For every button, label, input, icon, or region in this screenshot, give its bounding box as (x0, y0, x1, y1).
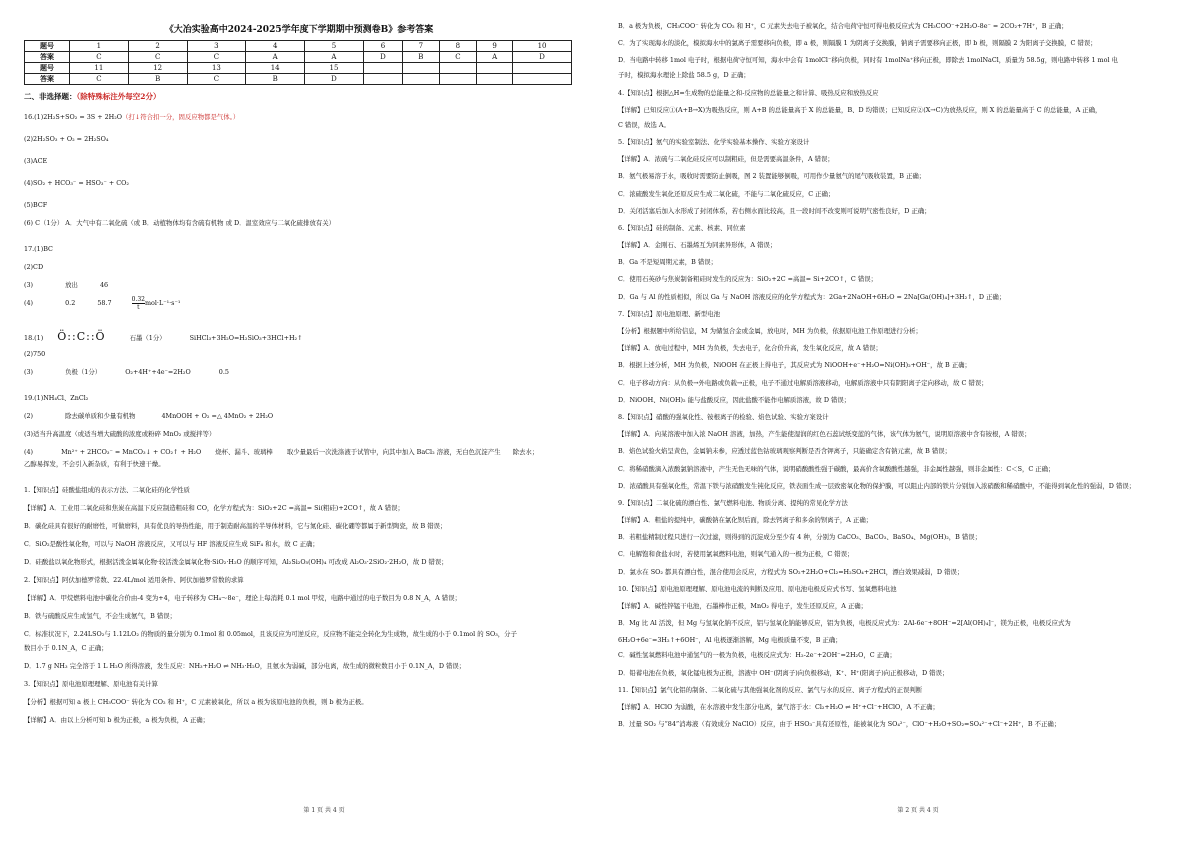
table-cell (439, 63, 477, 74)
table-header-cell: 题号 (25, 63, 70, 74)
explanation-line: D．浓硝酸具有强氧化性，常温下铁与浓硝酸发生钝化反应，铁表面生成一层致密氧化物的保护膜，可以阻止内部的铁片分别加入浓硝酸和稀硝酸中，不能得到氧化性的强弱，D 错误； (618, 481, 1136, 490)
answer-text: 除去碳单质和少量有机物 (65, 412, 136, 420)
answer-text: 46 (99, 281, 109, 289)
table-row (25, 63, 572, 74)
explanation-line: B．Ga 不是短周期元素，B 错误； (618, 258, 718, 267)
explanation-line: C．电解饱和食盐水时，若使用氯氧燃料电池，则氧气通入的一极为正极，C 错误； (618, 550, 854, 559)
explanation-line: 【详解】A．金刚石、石墨烯互为同素异形体，A 错误； (618, 241, 777, 250)
table-cell: C (187, 74, 246, 85)
answer-text: Mn²⁺ + 2HCO₃⁻ = MnCO₃↓ + CO₂↑ + H₂O (61, 448, 202, 456)
answer-line (24, 368, 574, 376)
answer-text: 负极（1分） (65, 368, 102, 376)
table-cell: D (305, 74, 364, 85)
answer-text: (3) (24, 281, 34, 289)
table-cell: A (246, 52, 305, 63)
section-note: （除特殊标注外每空2分） (76, 92, 161, 101)
table-cell: C (128, 52, 187, 63)
explanation-line: 2.【知识点】阿伏加德罗常数、22.4L/mol 适用条件、阿伏加德罗常数的求算 (24, 576, 244, 584)
fraction-denominator: t (137, 303, 140, 311)
answer-text: 16.(1)2H₂S+SO₂ = 3S + 2H₂O (24, 113, 123, 121)
explanation-line: 7.【知识点】原电池原理、新型电池 (618, 309, 720, 318)
answer-line (24, 329, 574, 346)
explanation-line: 3.【知识点】原电池原理理解、原电池有关计算 (24, 680, 158, 688)
answer-line: (5)BCF (24, 201, 48, 209)
answer-text: 0.2 (65, 299, 76, 307)
explanation-line: 【详解】A．碱性锌锰干电池，石墨棒作正极，MnO₂ 得电子，发生还原反应，A 正确； (618, 602, 868, 610)
explanation-line: B．过量 SO₂ 与“84”消毒液（有效成分 NaClO）反应，由于 HSO₃⁻具有还原性，能被氧化为 SO₄²⁻，ClO⁻+H₂O+SO₂=SO₄²⁻+Cl⁻+2H⁺，B 不正确； (618, 720, 1061, 729)
table-cell: 4 (246, 41, 305, 52)
explanation-line: C．SiO₂是酸性氧化物，可以与 NaOH 溶液反应，又可以与 HF 溶液反应生成 SiF₄ 和水，故 C 正确； (24, 540, 319, 548)
explanation-line: B．氨气极易溶于水，吸收时需要防止倒吸，图 2 装置能够倒吸，可用作少量氨气的尾气吸收装置，B 正确； (618, 172, 926, 181)
answer-line (24, 448, 574, 456)
explanation-line: 6H₂O+6e⁻=3H₂↑+6OH⁻，Al 电极逐渐溶解，Mg 电极质量不变，B 正确； (618, 636, 842, 645)
table-cell: B (246, 74, 305, 85)
explanation-line: 6.【知识点】硅的制备、元素、核素、同位素 (618, 223, 746, 232)
explanation-line: D．Ga 与 Al 的性质相似，所以 Ga 与 NaOH 溶液反应的化学方程式为：2Ga+2NaOH+6H₂O = 2Na[Ga(OH)₄]+3H₂↑，D 正确； (618, 292, 1006, 301)
answer-line: 19.(1)NH₄Cl、ZnCl₂ (24, 394, 89, 402)
table-cell (513, 74, 572, 85)
explanation-line: 【详解】A．工业用二氧化硅和焦炭在高温下反应制造粗硅和 CO，化学方程式为：SiO₂+2C =高温= Si(粗硅)+2CO↑，故 A 错误； (24, 504, 404, 512)
explanation-line: C．碱性氢氧燃料电池中通氢气的一极为负极，电极反应式为：H₂-2e⁻+2OH⁻=2H₂O，C 正确； (618, 651, 896, 660)
table-cell: 13 (187, 63, 246, 74)
explanation-line: 11.【知识点】氯气化铝的制备、二氧化硫与其他强氧化剂的反应、氯气与水的反应、离子方程式的正误判断 (618, 685, 923, 694)
explanation-line: 5.【知识点】氨气的实验室制法、化学实验基本操作、实验方案设计 (618, 137, 810, 146)
table-cell: 10 (513, 41, 572, 52)
table-cell: C (70, 74, 129, 85)
table-cell: C (70, 52, 129, 63)
answer-text: O₂+4H⁺+4e⁻=2H₂O (125, 368, 191, 376)
answer-text: 石墨（1分） (129, 334, 166, 342)
table-row (25, 74, 572, 85)
table-cell: D (363, 52, 402, 63)
answer-text: (3) (24, 368, 34, 376)
explanation-line: 子时，模拟海水理论上除盐 58.5 g，D 正确； (618, 71, 750, 80)
answer-line: (6) C（1分） A．大气中有二氧化硫（或 B．动植物体均有含硫有机物 或 D．温室效应与二氧化硫排放有关） (24, 219, 336, 227)
right-page (600, 0, 1200, 848)
table-cell: 3 (187, 41, 246, 52)
explanation-line: 【详解】A．由以上分析可知 b 极为正极，a 极为负极，A 正确； (24, 716, 210, 724)
table-cell: C (187, 52, 246, 63)
answer-line (24, 412, 574, 420)
explanation-line: C．电子移动方向：从负极→外电路或负载→正极，电子不通过电解质溶液移动，电解质溶液中只有阴阳离子定向移动，故 C 错误； (618, 378, 988, 387)
table-cell: 2 (128, 41, 187, 52)
explanation-line: B．焰色试验火焰呈黄色，金属钠未参，应透过蓝色钴玻璃观察判断是否含钾离子，只能确定含有钠元素，故 B 错误； (618, 447, 951, 456)
table-cell (403, 74, 439, 85)
fraction-numerator: 0.32 (131, 295, 145, 303)
table-cell: 5 (305, 41, 364, 52)
table-cell (403, 63, 439, 74)
table-header-cell: 答案 (25, 74, 70, 85)
table-cell (477, 74, 513, 85)
answer-line: (3)适当升高温度（或适当增大硫酸的浓度或粉碎 MnO₂ 或搅拌等） (24, 430, 216, 438)
table-header-cell: 答案 (25, 52, 70, 63)
explanation-line: D．铅蓄电池在负极，氧化锰电极为正极，溶液中 OH⁻(阴离子)向负极移动，K⁺、H⁺(阳离子)向正极移动，D 错误； (618, 668, 949, 677)
scoring-note: （打↓符合扣一分，固反应物都是气体。） (122, 113, 240, 121)
explanation-line: C．标准状况下，2.24LSO₂与 1.12LO₂ 的物质的量分别为 0.1mol 和 0.05mol，且该反应为可逆反应，反应物不能完全转化为生成物，故生成的小于 0.1mol 的 SO₃，分子 (24, 630, 517, 638)
table-cell: C (439, 52, 477, 63)
answer-line (24, 281, 574, 289)
table-cell: 14 (246, 63, 305, 74)
explanation-line: C．浓硫酸发生氧化还原反应生成二氧化硫，不能与二氧化硫反应，C 正确； (618, 189, 835, 198)
table-cell: A (477, 52, 513, 63)
explanation-line: 【详解】A．粗盐的提纯中，碳酸钠在氯化钡后面，除去钙离子和多余的钡离子，A 正确； (618, 516, 873, 525)
document-title: 《大冶实验高中2024-2025学年度下学期期中预测卷B》参考答案 (164, 25, 434, 35)
explanation-line: C．为了实现海水的淡化，模拟海水中的氯离子需要移向负极，即 a 极，则隔膜 1 为阴离子交换膜，钠离子需要移向正极，即 b 极，则隔膜 2 为阳离子交换膜，C 错误； (618, 39, 1097, 48)
explanation-line: 【详解】A．HClO 为弱酸，在水溶液中发生部分电离，氯气溶于水：Cl₂+H₂O ⇌ H⁺+Cl⁻+HClO，A 不正确； (618, 702, 939, 711)
answer-text: 取少量最后一次洗涤液于试管中，向其中加入 BaCl₂ 溶液，无白色沉淀产生 (286, 448, 501, 456)
table-cell (439, 74, 477, 85)
table-cell (363, 74, 402, 85)
explanation-block (24, 486, 574, 724)
table-cell (513, 63, 572, 74)
table-cell: 7 (403, 41, 439, 52)
explanation-line: 1.【知识点】硅酸盐组成的表示方法、二氧化硅的化学性质 (24, 486, 190, 494)
explanation-line: C．将稀硝酸滴入浓酸氯钠溶液中，产生无色无味的气体，说明硝酸酸性强于碳酸，最高价含氧酸酸性越强，非金属性越强，则非金属性：C＜S，C 正确； (618, 464, 1055, 473)
table-cell: 6 (363, 41, 402, 52)
answer-text: 58.7 (97, 299, 112, 307)
page-number: 第 2 页 共 4 页 (897, 807, 939, 814)
answer-text: 4MnOOH + O₂ =△ 4MnO₂ + 2H₂O (161, 412, 274, 420)
answer-text: 除去水； (512, 448, 539, 456)
answer-text: (2) (24, 412, 34, 420)
section-heading (24, 91, 574, 103)
section-label: 二、非选择题： (24, 92, 77, 101)
explanation-line: 【详解】A．甲烷燃料电池中碳化合价由-4 变为+4，电子转移为 CH₄～8e⁻，理论上每消耗 0.1 mol 甲烷，电路中通过的电子数目为 0.8 N_A，A 错误； (24, 594, 461, 602)
explanation-line: B．若粗盐精制过程只进行一次过滤，则得到的沉淀成分至少有 4 种，分别为 CaCO₃、BaCO₃、BaSO₄、Mg(OH)₂，B 错误； (618, 533, 982, 542)
answer-line: (2)750 (24, 350, 46, 358)
explanation-block (618, 22, 1170, 728)
table-cell (363, 63, 402, 74)
table-cell: 15 (305, 63, 364, 74)
answer-text: SiHCl₃+3H₂O=H₂SiO₃+3HCl+H₂↑ (189, 334, 303, 342)
explanation-line: D．氯水在 SO₂ 都具有漂白性，混合使用会反应，方程式为 SO₂+2H₂O+Cl₂=H₂SO₄+2HCl，漂白效果减弱，D 错误； (618, 567, 964, 576)
explanation-line: 【详解】A．向某溶液中加入浓 NaOH 溶液，加热，产生能使湿润的红色石蕊试纸变蓝的气体，该气体为氨气，说明原溶液中含有铵根，A 错误； (618, 430, 1031, 439)
explanation-line: B．铁与硫酸反应生成氢气，不会生成氨气，B 错误； (24, 612, 177, 620)
answer-line: 17.(1)BC (24, 245, 53, 253)
explanation-line: B．碳化硅具有很好的耐磨性，可做磨料，具有优良的导热性能，用于制造耐高温的半导体材料，它与氮化硅、碳化硼等都属于新型陶瓷，故 B 错误； (24, 522, 447, 530)
table-cell (477, 63, 513, 74)
answer-text: (4) (24, 448, 34, 456)
answer-line: (3)ACE (24, 157, 48, 165)
table-cell: 9 (477, 41, 513, 52)
answer-line: (2)2H₂SO₃ + O₂ = 2H₂SO₄ (24, 135, 109, 143)
explanation-line: 9.【知识点】二氧化硫的漂白性、氯气燃料电池、物质分离、提纯的常见化学方法 (618, 498, 848, 507)
table-cell: 1 (70, 41, 129, 52)
answer-line: (4)SO₂ + HCO₃⁻ = HSO₃⁻ + CO₂ (24, 179, 129, 187)
explanation-line: D．NiOOH、Ni(OH)₂ 能与盐酸反应，因此盐酸不能作电解质溶液，故 D 错误； (618, 395, 851, 404)
table-cell: 11 (70, 63, 129, 74)
answer-table (24, 40, 572, 85)
explanation-line: B．a 极为负极，CH₃COO⁻ 转化为 CO₂ 和 H⁺，C 元素失去电子被氧化，结合电荷守恒可得电极反应式为 CH₃COO⁻+2H₂O-8e⁻ = 2CO₂+7H⁺，B 正确； (618, 22, 1068, 30)
explanation-line: 数目小于 0.1N_A，C 正确； (24, 644, 108, 652)
answer-text: 烧杯、漏斗、玻璃棒 (215, 448, 273, 456)
explanation-line: 4.【知识点】根据△H=生成物的总能量之和-反应物的总能量之和计算、吸热反应和放热反应 (618, 88, 879, 97)
table-cell: D (513, 52, 572, 63)
answer-line: 乙醇易挥发，不会引入新杂质，有利于快速干燥。 (24, 460, 165, 468)
explanation-line: C 错误，故选 A。 (618, 120, 670, 129)
table-cell: A (305, 52, 364, 63)
answer-line (24, 113, 574, 121)
explanation-line: 【详解】A．浓硫与二氧化硅反应可以制粗硅，但是需要高温条件，A 错误； (618, 155, 834, 164)
explanation-line: B．Mg 比 Al 活泼，但 Mg 与氢氧化钠不反应，铝与氢氧化钠能够反应，铝为负极，电极反应式为：2Al-6e⁻+8OH⁻=2[Al(OH)₄]⁻，镁为正极，电极反应式为 (618, 619, 1071, 628)
explanation-line: D．硅酸盐以氧化物形式，根据活泼金属氧化物·较活泼金属氧化物·SiO₂·H₂O 的顺序可知，Al₂Si₂O₅(OH)₄ 可改成 Al₂O₃·2SiO₂·2H₂O，故 D 错误； (24, 558, 448, 566)
explanation-line: 【详解】A．放电过程中，MH 为负极，失去电子，化合价升高，发生氧化反应，故 A 错误； (618, 344, 882, 353)
explanation-line: 8.【知识点】硝酸的强氧化性、铵根离子的检验、焰色试验、实验方案设计 (618, 412, 829, 421)
answer-text: 0.5 (218, 368, 229, 376)
explanation-line: 【详解】已知反应①(A+B→X)为吸热反应，则 A+B 的总能量高于 X 的总能量，B、D 均错误；已知反应②(X→C)为放热反应，则 X 的总能量高于 C 的总能量，A 正确， (618, 105, 1102, 114)
explanation-line: 【分析】根据题中所给信息，M 为储氢合金或金属，放电时，MH 为负极，依据原电池工作原理进行分析； (618, 327, 922, 335)
table-cell: 8 (439, 41, 477, 52)
table-cell: B (128, 74, 187, 85)
explanation-line: C．使用石英砂与焦炭制备粗硅时发生的反应为：SiO₂+2C =高温= Si+2CO↑，C 错误； (618, 275, 877, 284)
unit-text: mol·L⁻¹·s⁻¹ (144, 299, 181, 307)
table-cell: B (403, 52, 439, 63)
page-number: 第 1 页 共 4 页 (303, 807, 345, 814)
table-cell: 12 (128, 63, 187, 74)
co2-electron-formula: Ö::C::Ö (57, 330, 106, 343)
table-header-cell: 题号 (25, 41, 70, 52)
table-row (25, 41, 572, 52)
explanation-line: B．根据上述分析，MH 为负极，NiOOH 在正极上得电子，其反应式为 NiOOH+e⁻+H₂O=Ni(OH)₂+OH⁻，故 B 正确； (618, 361, 971, 370)
answer-text: 放出 (65, 281, 78, 289)
answer-text: 18.(1) (24, 334, 44, 342)
explanation-line: D．1.7 g NH₃ 完全溶于 1 L H₂O 所得溶液，发生反应：NH₃+H₂O ⇌ NH₃·H₂O，且氨水为弱碱，部分电离，故生成的微粒数目小于 0.1N_A，D 错误； (24, 662, 466, 670)
explanation-line: 10.【知识点】原电池原理理解、原电池电流的判断及应用、原电池电极反应式书写、氢氧燃料电池 (618, 584, 897, 593)
table-row (25, 52, 572, 63)
answer-line (24, 295, 574, 311)
answer-text: (4) (24, 299, 34, 307)
explanation-line: 【分析】根据可知 a 极上 CH₃COO⁻ 转化为 CO₂ 和 H⁺，C 元素被氧化，所以 a 极为该原电池的负极，则 b 极为正极。 (24, 698, 368, 706)
answer-line: (2)CD (24, 263, 44, 271)
explanation-line: D．当电路中转移 1mol 电子时，根据电荷守恒可知，海水中会有 1molCl⁻移向负极，同时有 1molNa⁺移向正极，即除去 1molNaCl，质量为 58.5g，则电路中转移 1 mol 电 (618, 56, 1118, 65)
explanation-line: D．关闭活塞后加入水形成了封闭体系，若右侧水面比较高，且一段时间不改变则可说明气密性良好，D 正确； (618, 206, 931, 215)
fraction (132, 296, 145, 311)
